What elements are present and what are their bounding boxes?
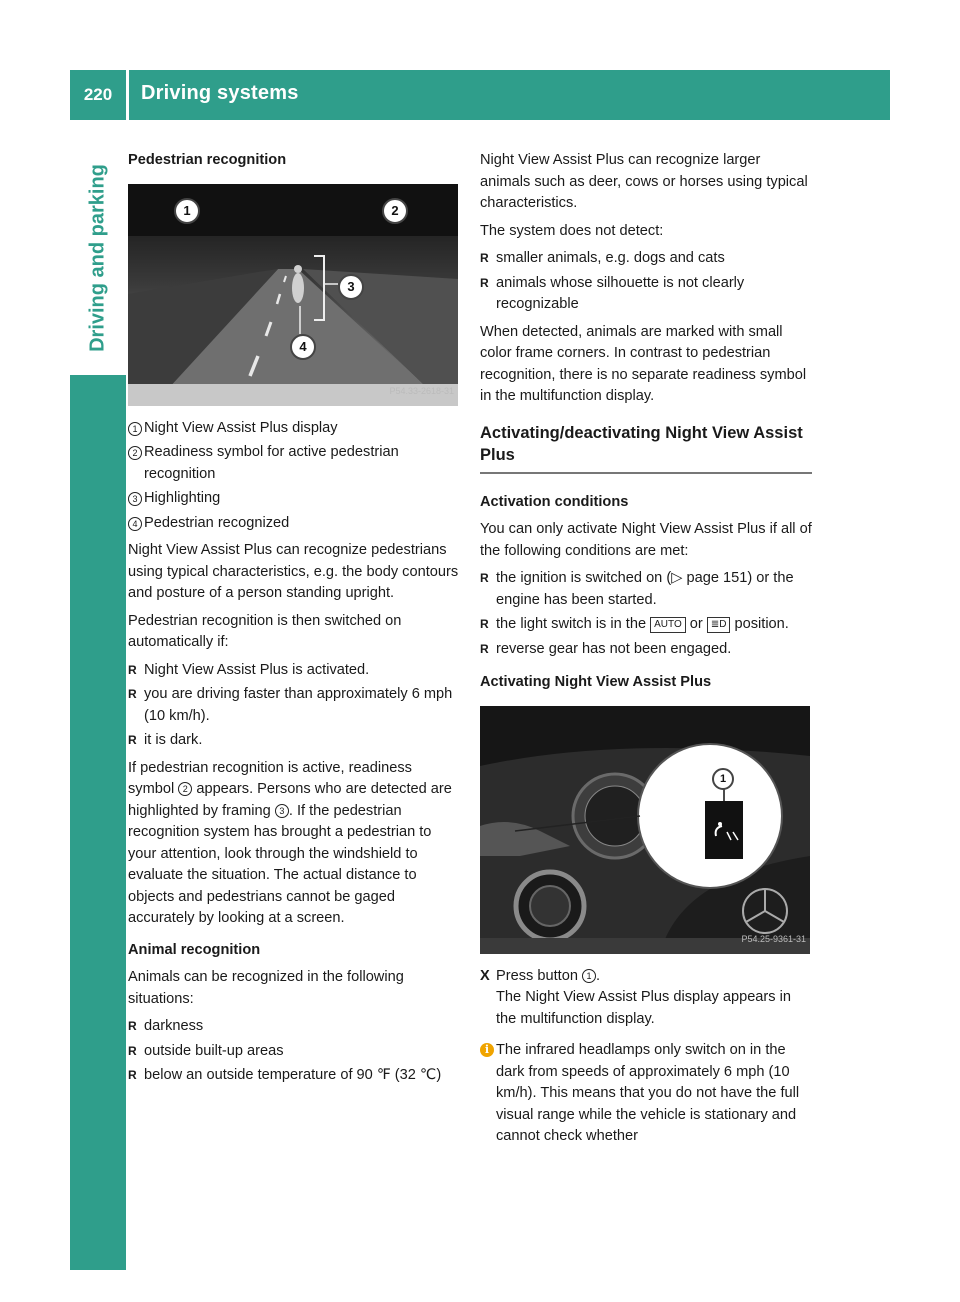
- list-item: R Night View Assist Plus is activated.: [128, 661, 370, 678]
- inline-callout: 2: [178, 782, 192, 796]
- instruction-step: X Press button 1 . The Night View Assist Plus display appears in the multifunction display.: [480, 967, 791, 1027]
- list-item-text: reverse gear has not been engaged.: [496, 640, 732, 657]
- animal-heading: Animal recognition: [128, 941, 261, 958]
- legend-text: Readiness symbol for active pedestrian recognition: [144, 444, 399, 482]
- right-column: [480, 150, 812, 1148]
- info-icon: i: [480, 1043, 494, 1057]
- header-divider: [126, 70, 129, 120]
- list-item-text: below an outside temperature of 90 ℉ (32 ℃): [144, 1067, 442, 1083]
- paragraph: The system does not detect:: [480, 222, 664, 239]
- paragraph: Night View Assist Plus can recognize pedestrians using typical characteristics, e.g. the body contours and posture of a person standing upright.: [128, 542, 459, 601]
- list-item: R animals whose silhouette is not clearly recognizable: [480, 274, 745, 312]
- info-text: The infrared headlamps only switch on in the dark from speeds of approximately 6 mph (10 km/h). This means that you do not have the full visual range while the vehicle is stationary and cannot check whether: [496, 1042, 800, 1144]
- list-item-text: it is dark.: [144, 732, 203, 748]
- legend-text: Highlighting: [144, 490, 221, 506]
- conditions-list: [480, 568, 812, 660]
- list-item-text: outside built-up areas: [144, 1042, 284, 1059]
- paragraph: You can only activate Night View Assist Plus if all of the following conditions are met:: [480, 521, 812, 559]
- text-fragment: appears. Persons who are detected are highlighted by framing: [128, 781, 452, 819]
- figure-legend: [128, 418, 460, 535]
- main-heading: Activating/deactivating Night View Assist Plus: [480, 422, 812, 474]
- figure-code: P54.33-2618-31: [389, 386, 454, 396]
- list-item-text: Night View Assist Plus is activated.: [144, 661, 370, 678]
- legend-item: [128, 442, 460, 485]
- list-item: R the ignition is switched on (▷ page 151) or the engine has been started.: [480, 570, 794, 608]
- list-item: R smaller animals, e.g. dogs and cats: [480, 250, 725, 266]
- list-item: R below an outside temperature of 90 ℉ (32 ℃): [128, 1067, 442, 1083]
- callout-4: 4: [290, 334, 316, 360]
- list-item: R it is dark.: [128, 732, 203, 748]
- list-item: R outside built-up areas: [128, 1042, 284, 1059]
- callout-3: 3: [338, 274, 364, 300]
- text-fragment: .: [596, 967, 601, 984]
- callout-2: 2: [382, 198, 408, 224]
- callout-button-1: 1: [712, 768, 734, 790]
- text-fragment: or: [685, 616, 707, 632]
- legend-item: [128, 488, 460, 510]
- legend-item: [128, 418, 460, 440]
- cockpit-illustration: [480, 706, 810, 954]
- list-item: R the light switch is in the AUTO or ≣D position.: [480, 616, 789, 632]
- list-item-text: you are driving faster than approximately 6 mph (10 km/h).: [144, 686, 453, 724]
- figure-code: P54.25-9361-31: [741, 934, 806, 944]
- side-chapter-tab: [70, 375, 126, 1270]
- cockpit-figure: [480, 706, 810, 954]
- text-fragment: . If the pedestrian recognition system has brought a pedestrian to your attention, look through the windshield to evaluate the situation. The actual distance to objects and pedestrians cannot be gaged accurately by looking at a screen.: [128, 802, 432, 926]
- inline-callout: 1: [582, 969, 596, 983]
- pedestrian-heading: Pedestrian recognition: [128, 152, 287, 168]
- left-column: [128, 150, 460, 1093]
- text-fragment: position.: [730, 616, 789, 632]
- section-title: Driving systems: [141, 82, 299, 104]
- info-note: [480, 1040, 812, 1148]
- instruction-list: [480, 966, 812, 1031]
- inline-callout: 3: [275, 804, 289, 818]
- list-item: R you are driving faster than approximately 6 mph (10 km/h).: [128, 686, 453, 724]
- paragraph: Night View Assist Plus can recognize larger animals such as deer, cows or horses using typical characteristics.: [480, 152, 808, 211]
- page-number: 220: [83, 85, 113, 104]
- instruction-result: The Night View Assist Plus display appears in the multifunction display.: [496, 989, 791, 1027]
- legend-number: 4: [128, 517, 142, 531]
- list-item-text: darkness: [144, 1018, 204, 1034]
- legend-text: Pedestrian recognized: [144, 514, 290, 531]
- legend-number: 2: [128, 446, 142, 460]
- text-fragment: Press button: [496, 967, 582, 984]
- list-item-text: the ignition is switched on (▷ page 151) or the engine has been started.: [496, 570, 794, 608]
- bullet-list: [128, 1016, 460, 1087]
- list-item-text: smaller animals, e.g. dogs and cats: [496, 250, 725, 266]
- activating-heading: Activating Night View Assist Plus: [480, 674, 712, 690]
- text-fragment: If pedestrian recognition is active, readiness symbol: [128, 759, 412, 797]
- low-beam-symbol: ≣D: [707, 617, 731, 633]
- paragraph: Animals can be recognized in the following situations:: [128, 969, 404, 1007]
- list-item: R reverse gear has not been engaged.: [480, 640, 732, 657]
- bullet-list: [128, 660, 460, 752]
- list-item-text: animals whose silhouette is not clearly recognizable: [496, 274, 745, 312]
- paragraph: Pedestrian recognition is then switched on automatically if:: [128, 612, 402, 650]
- bullet-list: [480, 248, 812, 316]
- night-view-figure: [128, 184, 458, 406]
- legend-text: Night View Assist Plus display: [144, 419, 338, 436]
- legend-number: 3: [128, 492, 142, 506]
- paragraph: [128, 758, 460, 930]
- legend-item: [128, 513, 460, 535]
- text-fragment: the light switch is in the: [496, 616, 651, 632]
- list-item: R darkness: [128, 1018, 204, 1034]
- activation-conditions-heading: Activation conditions: [480, 493, 629, 510]
- auto-light-symbol: AUTO: [650, 617, 686, 633]
- callout-1: 1: [174, 198, 200, 224]
- legend-number: 1: [128, 422, 142, 436]
- paragraph: When detected, animals are marked with small color frame corners. In contrast to pedestrian recognition, there is no separate readiness symbol in the multifunction display.: [480, 323, 807, 404]
- side-chapter-label: Driving and parking: [86, 164, 109, 352]
